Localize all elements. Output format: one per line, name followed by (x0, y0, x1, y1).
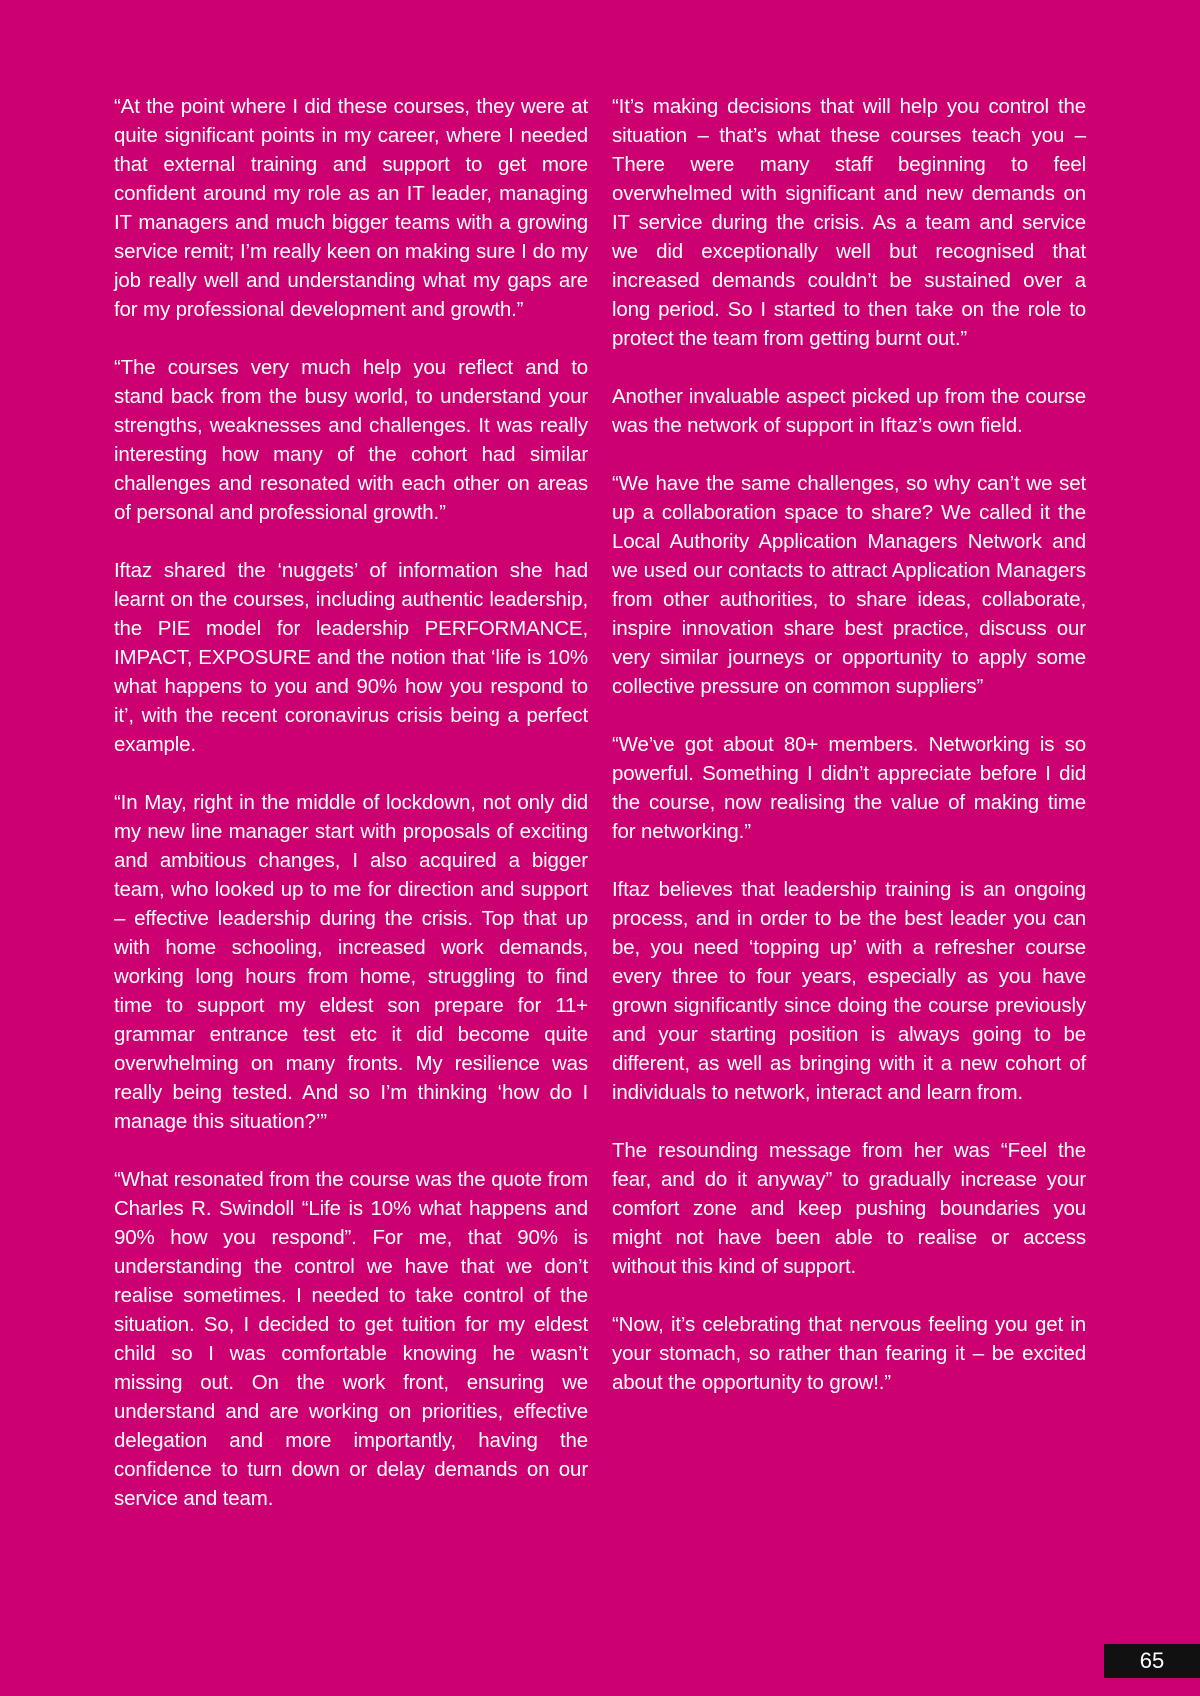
paragraph: “We’ve got about 80+ members. Networking is so powerful. Something I didn’t appreciate before I did the course, now realising the value of making time for networking.” (612, 733, 1086, 843)
page-number: 65 (1104, 1644, 1200, 1678)
left-column (114, 92, 588, 1542)
paragraph: The resounding message from her was “Feel the fear, and do it anyway” to gradually increase your comfort zone and keep pushing boundaries you might not have been able to realise or access without this kind of support. (612, 1139, 1086, 1278)
paragraph: “At the point where I did these courses, they were at quite significant points in my career, where I needed that external training and support to get more confident around my role as an IT leader, managing IT managers and much bigger teams with a growing service remit; I’m really keen on making sure I do my job really well and understanding what my gaps are for my professional development and growth.” (114, 95, 588, 321)
paragraph: “We have the same challenges, so why can’t we set up a collaboration space to share? We called it the Local Authority Application Managers Network and we used our contacts to attract Application Managers from other authorities, to share ideas, collaborate, inspire innovation share best practice, discuss our very similar journeys or opportunity to apply some collective pressure on common suppliers” (612, 472, 1086, 698)
right-column (612, 92, 1086, 1426)
paragraph: Iftaz shared the ‘nuggets’ of information she had learnt on the courses, including authentic leadership, the PIE model for leadership PERFORMANCE, IMPACT, EXPOSURE and the notion that ‘life is 10% what happens to you and 90% how you respond to it’, with the recent coronavirus crisis being a perfect example. (114, 559, 588, 756)
paragraph: Iftaz believes that leadership training is an ongoing process, and in order to be the best leader you can be, you need ‘topping up’ with a refresher course every three to four years, especially as you have grown significantly since doing the course previously and your starting position is always going to be different, as well as bringing with it a new cohort of individuals to network, interact and learn from. (612, 878, 1086, 1104)
paragraph: Another invaluable aspect picked up from the course was the network of support in Iftaz’s own field. (612, 385, 1086, 437)
paragraph: “What resonated from the course was the quote from Charles R. Swindoll “Life is 10% what happens and 90% how you respond”. For me, that 90% is understanding the control we have that we don’t realise sometimes. I needed to take control of the situation. So, I decided to get tuition for my eldest child so I was comfortable knowing he wasn’t missing out. On the work front, ensuring we understand and are working on priorities, effective delegation and more importantly, having the confidence to turn down or delay demands on our service and team. (114, 1168, 588, 1510)
paragraph: “It’s making decisions that will help you control the situation – that’s what these courses teach you – There were many staff beginning to feel overwhelmed with significant and new demands on IT service during the crisis. As a team and service we did exceptionally well but recognised that increased demands couldn’t be sustained over a long period. So I started to then take on the role to protect the team from getting burnt out.” (612, 95, 1086, 350)
paragraph: “In May, right in the middle of lockdown, not only did my new line manager start with proposals of exciting and ambitious changes, I also acquired a bigger team, who looked up to me for direction and support – effective leadership during the crisis. Top that up with home schooling, increased work demands, working long hours from home, struggling to find time to support my eldest son prepare for 11+ grammar entrance test etc it did become quite overwhelming on many fronts. My resilience was really being tested. And so I’m thinking ‘how do I manage this situation?’” (114, 791, 588, 1133)
paragraph: “The courses very much help you reflect and to stand back from the busy world, to understand your strengths, weaknesses and challenges. It was really interesting how many of the cohort had similar challenges and resonated with each other on areas of personal and professional growth.” (114, 356, 588, 524)
paragraph: “Now, it’s celebrating that nervous feeling you get in your stomach, so rather than fearing it – be excited about the opportunity to grow!.” (612, 1313, 1086, 1394)
